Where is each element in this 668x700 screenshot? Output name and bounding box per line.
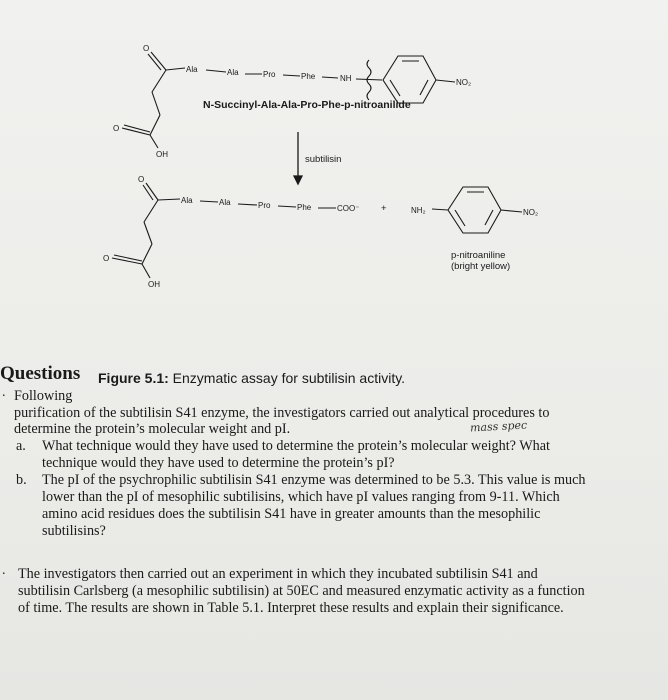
figure-caption-text: Enzymatic assay for subtilisin activity.: [168, 370, 406, 386]
q1b-line-1: The pI of the psychrophilic subtilisin S41 enzyme was determined to be 5.3. This value is much: [42, 472, 586, 488]
question-1-bullet: .: [2, 385, 6, 400]
substrate-name: N-Succinyl-Ala-Ala-Pro-Phe-p-nitroanilide: [203, 99, 411, 111]
bottom-o-keto: O: [138, 175, 145, 184]
enzyme-label: subtilisin: [305, 154, 342, 165]
bottom-ala-2: Ala: [219, 198, 231, 207]
top-o-keto: O: [143, 44, 150, 53]
questions-heading: Questions: [0, 363, 81, 384]
q1b-line-4: subtilisins?: [42, 523, 106, 539]
q1a-line-2: technique would they have used to determine the protein’s pI?: [42, 455, 395, 471]
bottom-plus: +: [381, 203, 387, 214]
q1b-line-3: amino acid residues does the subtilisin S41 have in greater amounts than the mesophilic: [42, 506, 541, 522]
figure-caption-label: Figure 5.1:: [98, 370, 169, 386]
q1-line-1: Following: [14, 388, 73, 404]
bottom-no2: NO₂: [523, 208, 539, 217]
bottom-phe: Phe: [297, 203, 312, 212]
top-o-acid: O: [113, 124, 120, 133]
q1a-label: a.: [16, 438, 26, 454]
figure-caption: [98, 370, 405, 386]
bottom-nh2: NH₂: [411, 206, 426, 215]
q2-line-2: subtilisin Carlsberg (a mesophilic subtilisin) at 50EC and measured enzymatic activity as a function: [18, 583, 585, 599]
top-no2: NO₂: [456, 78, 472, 87]
q1b-label: b.: [16, 472, 27, 488]
top-ala-1: Ala: [186, 65, 198, 74]
q2-line-3: of time. The results are shown in Table 5.1. Interpret these results and explain their significance.: [18, 600, 564, 616]
product-name-2: (bright yellow): [451, 261, 511, 272]
q1-line-3: determine the protein’s molecular weight and pI.: [14, 421, 291, 437]
product-name-1: p-nitroaniline: [451, 250, 506, 261]
bottom-o-acid: O: [103, 254, 110, 263]
question-2-bullet: .: [2, 563, 6, 578]
reaction-arrow: [294, 132, 302, 184]
top-oh: OH: [156, 150, 168, 159]
top-phe: Phe: [301, 72, 316, 81]
top-ala-2: Ala: [227, 68, 239, 77]
bottom-oh: OH: [148, 280, 160, 289]
handwritten-note: mass spec: [469, 418, 528, 435]
q1-line-2: purification of the subtilisin S41 enzyme, the investigators carried out analytical procedures to: [14, 405, 550, 421]
bottom-ala-1: Ala: [181, 196, 193, 205]
q1b-line-2: lower than the pI of mesophilic subtilisins, which have pI values ranging from 9-11. Which: [42, 489, 560, 505]
bottom-coo: COO⁻: [337, 204, 360, 213]
q1a-line-1: What technique would they have used to determine the protein’s molecular weight? What: [42, 438, 550, 454]
top-pro: Pro: [263, 70, 276, 79]
top-nh: NH: [340, 74, 352, 83]
q2-line-1: The investigators then carried out an experiment in which they incubated subtilisin S41 and: [18, 566, 538, 582]
bottom-pro: Pro: [258, 201, 271, 210]
